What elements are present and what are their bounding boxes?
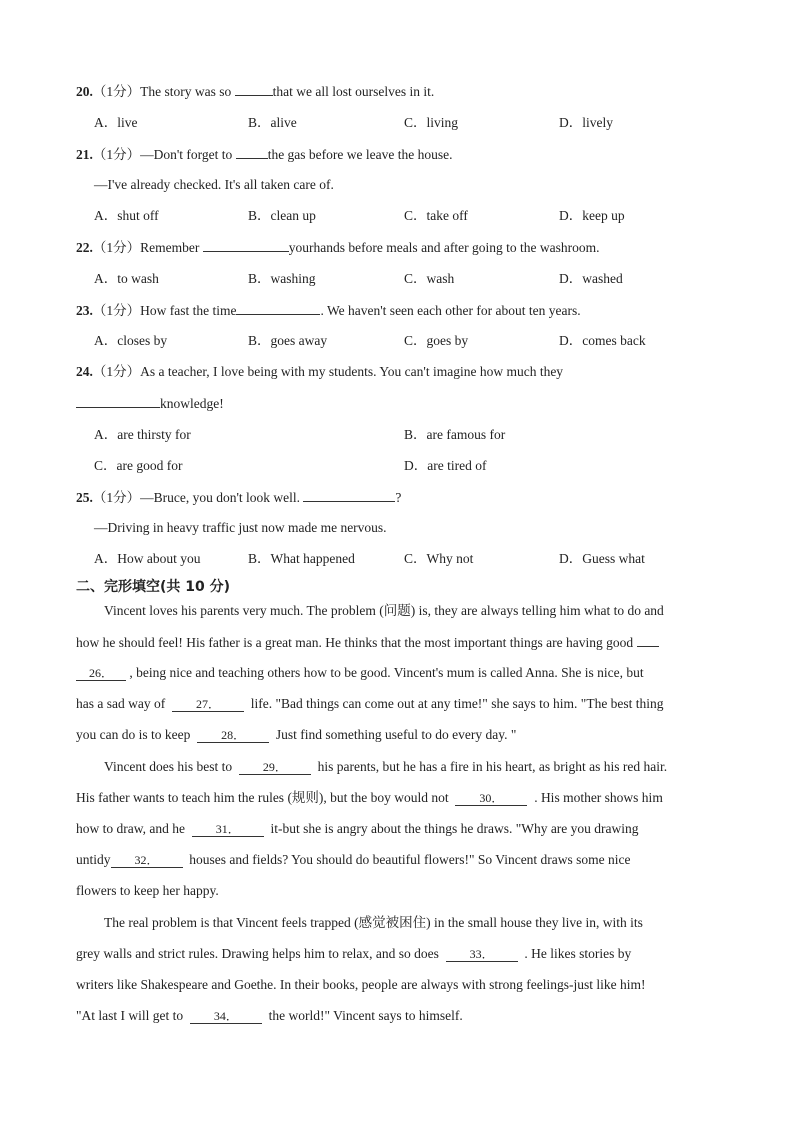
- passage-text: the world!" Vincent says to himself.: [268, 1008, 463, 1023]
- passage-line: The real problem is that Vincent feels trapped (感觉被困住) in the small house they live in, with its: [104, 915, 643, 930]
- question-21: [76, 145, 452, 164]
- passage-text: his parents, but he has a fire in his heart, as bright as his red hair.: [317, 759, 668, 774]
- passage-text: how he should feel! His father is a great man. He thinks that the most important things are having good: [76, 635, 634, 650]
- numbered-blank-34: 34．: [190, 1009, 262, 1024]
- numbered-blank-31: 31．: [192, 822, 264, 837]
- option-d: D．washed: [559, 271, 623, 286]
- option-d: D．are tired of: [404, 458, 487, 473]
- numbered-blank-26: 26．: [76, 666, 126, 681]
- option-a: A．closes by: [94, 333, 168, 348]
- option-b: B．alive: [248, 115, 297, 130]
- option-d: D．Guess what: [559, 551, 645, 566]
- option-a: A．live: [94, 115, 138, 130]
- numbered-blank-28: 28．: [197, 728, 269, 743]
- passage-text: how to draw, and he: [76, 821, 185, 836]
- passage-text: has a sad way of: [76, 696, 166, 711]
- question-24: [76, 363, 563, 381]
- passage-line: [76, 945, 631, 963]
- passage-line: [76, 726, 516, 744]
- passage-line: Vincent loves his parents very much. The problem (问题) is, they are always telling him what to do and: [104, 603, 664, 618]
- passage-line: [76, 789, 663, 807]
- passage-text: houses and fields? You should do beautiful flowers!" So Vincent draws some nice: [189, 852, 631, 867]
- question-score: （1分）: [92, 303, 141, 318]
- option-b: B．goes away: [248, 333, 328, 348]
- numbered-blank-29: 29．: [239, 760, 311, 775]
- option-a: A．How about you: [94, 551, 201, 566]
- passage-text: untidy: [76, 852, 111, 867]
- answer-blank: [236, 145, 268, 159]
- option-b: B．washing: [248, 271, 316, 286]
- passage-text: Just find something useful to do every day. ": [275, 727, 517, 742]
- question-stem: knowledge!: [160, 396, 224, 411]
- question-score: （1分）: [92, 147, 141, 162]
- answer-blank: [637, 633, 659, 647]
- question-stem: As a teacher, I love being with my students. You can't imagine how much they: [140, 364, 564, 379]
- question-number: 21.: [76, 147, 93, 162]
- option-a: A．are thirsty for: [94, 427, 191, 442]
- question-stem: Remember: [140, 240, 203, 255]
- option-a: A．shut off: [94, 208, 159, 223]
- question-number: 20.: [76, 84, 93, 99]
- option-b: B．What happened: [248, 551, 355, 566]
- question-number: 25.: [76, 490, 93, 505]
- question-stem: —Don't forget to: [140, 147, 236, 162]
- option-c: C．living: [404, 115, 459, 130]
- passage-text: it-but she is angry about the things he draws. "Why are you drawing: [270, 821, 639, 836]
- passage-text: life. "Bad things can come out at any time!" she says to him. "The best thing: [250, 696, 664, 711]
- passage-text: you can do is to keep: [76, 727, 191, 742]
- passage-line: flowers to keep her happy.: [76, 883, 219, 898]
- question-number: 23.: [76, 303, 93, 318]
- option-c: C．wash: [404, 271, 455, 286]
- option-d: D．lively: [559, 115, 613, 130]
- question-20: [76, 82, 434, 101]
- passage-line: [76, 695, 664, 713]
- numbered-blank-32: 32．: [111, 853, 183, 868]
- numbered-blank-33: 33．: [446, 947, 518, 962]
- answer-blank: [303, 488, 395, 502]
- passage-text: grey walls and strict rules. Drawing helps him to relax, and so does: [76, 946, 439, 961]
- passage-line: writers like Shakespeare and Goethe. In their books, people are always with strong feelings-just like him!: [76, 977, 646, 992]
- question-stem: yourhands before meals and after going to the washroom.: [288, 240, 600, 255]
- question-stem: How fast the time: [140, 303, 237, 318]
- section-title: 二、完形填空(共 10 分): [76, 579, 231, 595]
- question-24-continued: [76, 394, 224, 413]
- question-score: （1分）: [92, 240, 141, 255]
- option-c: C．are good for: [94, 458, 183, 473]
- answer-blank: [236, 301, 320, 315]
- question-23: [76, 301, 581, 320]
- question-22: [76, 238, 600, 257]
- question-number: 22.: [76, 240, 93, 255]
- question-score: （1分）: [92, 84, 141, 99]
- passage-text: His father wants to teach him the rules (规则), but the boy would not: [76, 790, 449, 805]
- passage-text: Vincent does his best to: [104, 759, 233, 774]
- numbered-blank-30: 30．: [455, 791, 527, 806]
- question-stem: —Bruce, you don't look well.: [140, 490, 304, 505]
- option-d: D．keep up: [559, 208, 625, 223]
- question-dialogue-line: —Driving in heavy traffic just now made me nervous.: [94, 520, 387, 535]
- question-score: （1分）: [92, 364, 141, 379]
- passage-line: [76, 1007, 463, 1025]
- question-stem: . We haven't seen each other for about ten years.: [320, 303, 581, 318]
- passage-line: [76, 820, 639, 838]
- passage-line: [76, 664, 644, 682]
- question-25: [76, 488, 401, 507]
- option-b: B．clean up: [248, 208, 316, 223]
- option-c: C．Why not: [404, 551, 474, 566]
- numbered-blank-27: 27．: [172, 697, 244, 712]
- question-score: （1分）: [92, 490, 141, 505]
- answer-blank: [76, 394, 160, 408]
- option-b: B．are famous for: [404, 427, 506, 442]
- passage-line: [76, 851, 631, 869]
- question-stem: ?: [395, 490, 402, 505]
- passage-line: [104, 758, 667, 776]
- passage-text: . He likes stories by: [524, 946, 632, 961]
- answer-blank: [235, 82, 273, 96]
- passage-line: [76, 633, 659, 652]
- passage-text: , being nice and teaching others how to be good. Vincent's mum is called Anna. She is nice, but: [129, 665, 644, 680]
- option-d: D．comes back: [559, 333, 646, 348]
- option-c: C．take off: [404, 208, 468, 223]
- passage-text: . His mother shows him: [534, 790, 663, 805]
- passage-text: "At last I will get to: [76, 1008, 184, 1023]
- question-stem: the gas before we leave the house.: [267, 147, 453, 162]
- option-a: A．to wash: [94, 271, 159, 286]
- question-number: 24.: [76, 364, 93, 379]
- option-c: C．goes by: [404, 333, 469, 348]
- question-dialogue-line: —I've already checked. It's all taken care of.: [94, 177, 334, 192]
- question-stem: The story was so: [140, 84, 235, 99]
- answer-blank: [203, 238, 289, 252]
- question-stem: that we all lost ourselves in it.: [272, 84, 435, 99]
